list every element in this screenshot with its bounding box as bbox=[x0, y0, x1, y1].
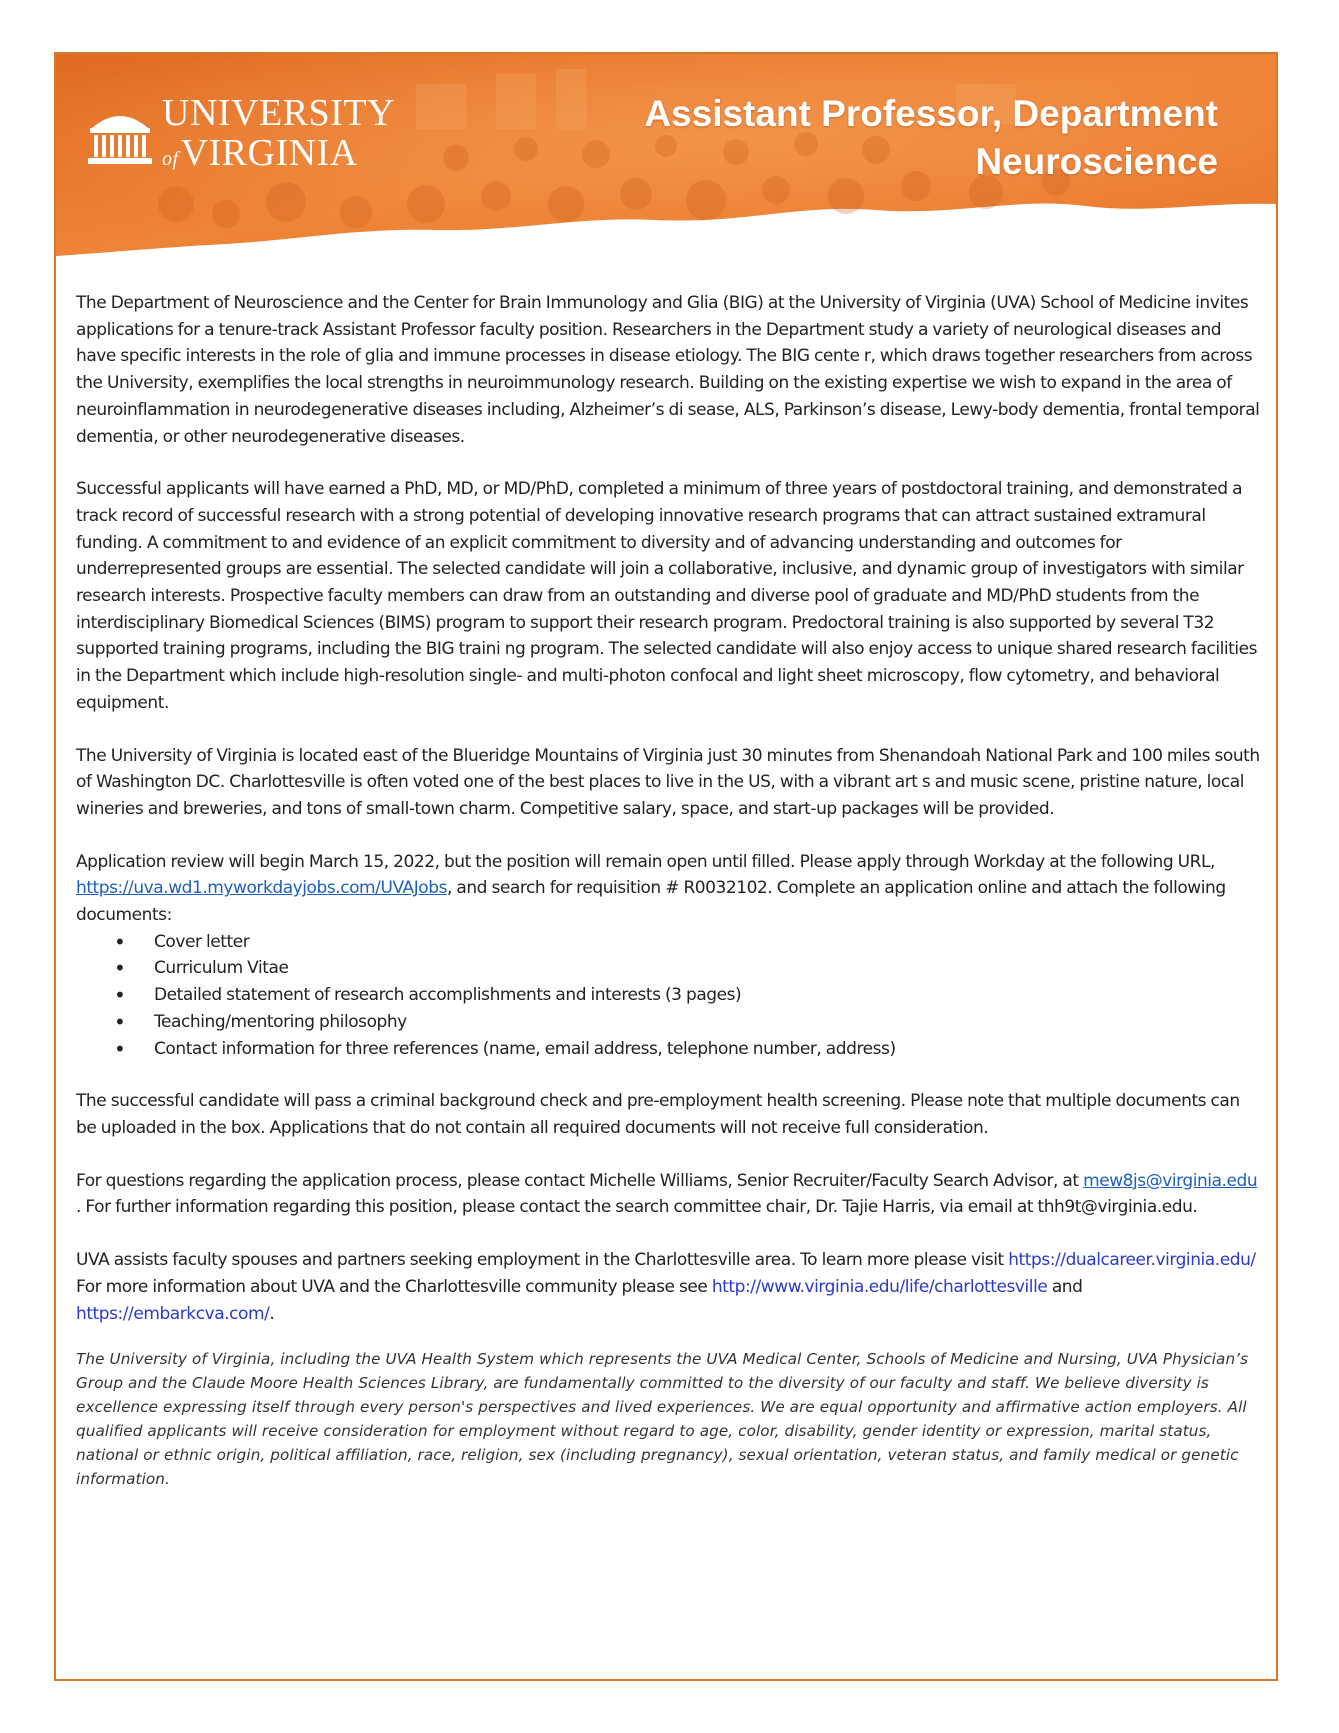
dualcareer-link[interactable]: https://dualcareer.virginia.edu/ bbox=[1008, 1250, 1256, 1271]
application-text-after: , and search for requisition # R0032102. Complete an application online and attach the following documents: bbox=[76, 878, 1226, 926]
recruiter-email-link[interactable]: mew8js@virginia.edu bbox=[1083, 1170, 1258, 1191]
eeo-disclaimer: The University of Virginia, including the UVA Health System which represents the UVA Medical Center, Schools of Medicine and Nursing, UVA Physician’s Group and the Claude Moore Health Sciences Library, are fundamentally committed to the diversity of our faculty and staff. We believe diversity is excellence expressing itself through every person's perspectives and lived experiences. We are equal opportunity and affirmative action employers. All qualified applicants will receive consideration for employment without regard to age, color, disability, gender identity or expression, marital status, national or ethnic origin, political affiliation, race, religion, sex (including pregnancy), sexual orientation, veteran status, and family medical or genetic information. bbox=[76, 1350, 1249, 1489]
list-item: • Detailed statement of research accomplishments and interests (3 pages) bbox=[154, 982, 1262, 1009]
list-item: • Teaching/mentoring philosophy bbox=[154, 1009, 1262, 1036]
application-paragraph bbox=[76, 849, 1262, 929]
contact-text-before: For questions regarding the application process, please contact Michelle Williams, Senior Recruiter/Faculty Search Advisor, at bbox=[76, 1170, 1084, 1191]
application-text-before: Application review will begin March 15, 2022, but the position will remain open until filled. Please apply through Workday at the following URL, bbox=[76, 851, 1216, 872]
contact-paragraph bbox=[76, 1168, 1262, 1221]
uva-logo bbox=[86, 88, 395, 178]
logo-virginia: VIRGINIA bbox=[180, 132, 358, 174]
charlottesville-link[interactable]: http://www.virginia.edu/life/charlottesville bbox=[711, 1276, 1048, 1297]
spouses-text-3: and bbox=[1047, 1276, 1083, 1297]
rotunda-icon bbox=[86, 98, 154, 168]
embarkcva-link[interactable]: https://embarkcva.com/ bbox=[76, 1303, 270, 1324]
contact-text-after: . For further information regarding this position, please contact the search committee chair, Dr. Tajie Harris, via email at thh9t@virginia.edu. bbox=[76, 1197, 1198, 1218]
spouses-text-4: . bbox=[269, 1303, 275, 1324]
screening-paragraph: The successful candidate will pass a criminal background check and pre-employment health screening. Please note that multiple documents can be uploaded in the box. Applications that do not contain all required documents will not receive full consideration. bbox=[76, 1091, 1240, 1138]
spouses-text-1: UVA assists faculty spouses and partners seeking employment in the Charlottesville area. To learn more please visit bbox=[76, 1250, 1009, 1271]
intro-paragraph: The Department of Neuroscience and the Center for Brain Immunology and Glia (BIG) at the University of Virginia (UVA) School of Medicine invites applications for a tenure-track Assistant Professor faculty position. Researchers in the Department study a variety of neurological diseases and have specific interests in the role of glia and immune processes in disease etiology. The BIG cente r, which draws together researchers from across the University, exemplifies the local strengths in neuroimmunology research. Building on the existing expertise we wish to expand in the area of neuroinflammation in neurodegenerative diseases including, Alzheimer’s di sease, ALS, Parkinson’s disease, Lewy-body dementia, frontal temporal dementia, or other neurodegenerative diseases. bbox=[76, 293, 1260, 447]
list-item: • Cover letter bbox=[154, 929, 1262, 956]
header-banner bbox=[56, 54, 1276, 274]
location-paragraph: The University of Virginia is located east of the Blueridge Mountains of Virginia just 30 minutes from Shenandoah National Park and 100 miles south of Washington DC. Charlottesville is often voted one of the best places to live in the US, with a vibrant art s and music scene, pristine nature, local wineries and breweries, and tons of small-town charm. Competitive salary, space, and start-up packages will be provided. bbox=[76, 745, 1260, 819]
spouses-text-2: For more information about UVA and the Charlottesville community please see bbox=[76, 1276, 712, 1297]
job-description bbox=[76, 290, 1262, 1517]
logo-of: of bbox=[162, 148, 179, 170]
list-item: • Curriculum Vitae bbox=[154, 955, 1262, 982]
documents-list bbox=[76, 929, 1262, 1063]
list-item: • Contact information for three references (name, email address, telephone number, address) bbox=[154, 1036, 1262, 1063]
page-title: Assistant Professor, Department Neuroscience bbox=[644, 93, 1218, 182]
page-frame bbox=[54, 52, 1278, 1681]
spouses-paragraph bbox=[76, 1247, 1262, 1327]
workday-link[interactable]: https://uva.wd1.myworkdayjobs.com/UVAJobs bbox=[76, 878, 447, 899]
logo-university: UNIVERSITY bbox=[162, 92, 395, 134]
qualifications-paragraph: Successful applicants will have earned a PhD, MD, or MD/PhD, completed a minimum of three years of postdoctoral training, and demonstrated a track record of successful research with a strong potential of developing innovative research programs that can attract sustained extramural funding. A commitment to and evidence of an explicit commitment to diversity and of advancing understanding and outcomes for underrepresented groups are essential. The selected candidate will join a collaborative, inclusive, and dynamic group of investigators with similar research interests. Prospective faculty members can draw from an outstanding and diverse pool of graduate and MD/PhD students from the interdisciplinary Biomedical Sciences (BIMS) program to support their research program. Predoctoral training is also supported by several T32 supported training programs, including the BIG traini ng program. The selected candidate will also enjoy access to unique shared research facilities in the Department which include high-resolution single- and multi-photon confocal and light sheet microscopy, flow cytometry, and behavioral equipment. bbox=[76, 479, 1258, 713]
